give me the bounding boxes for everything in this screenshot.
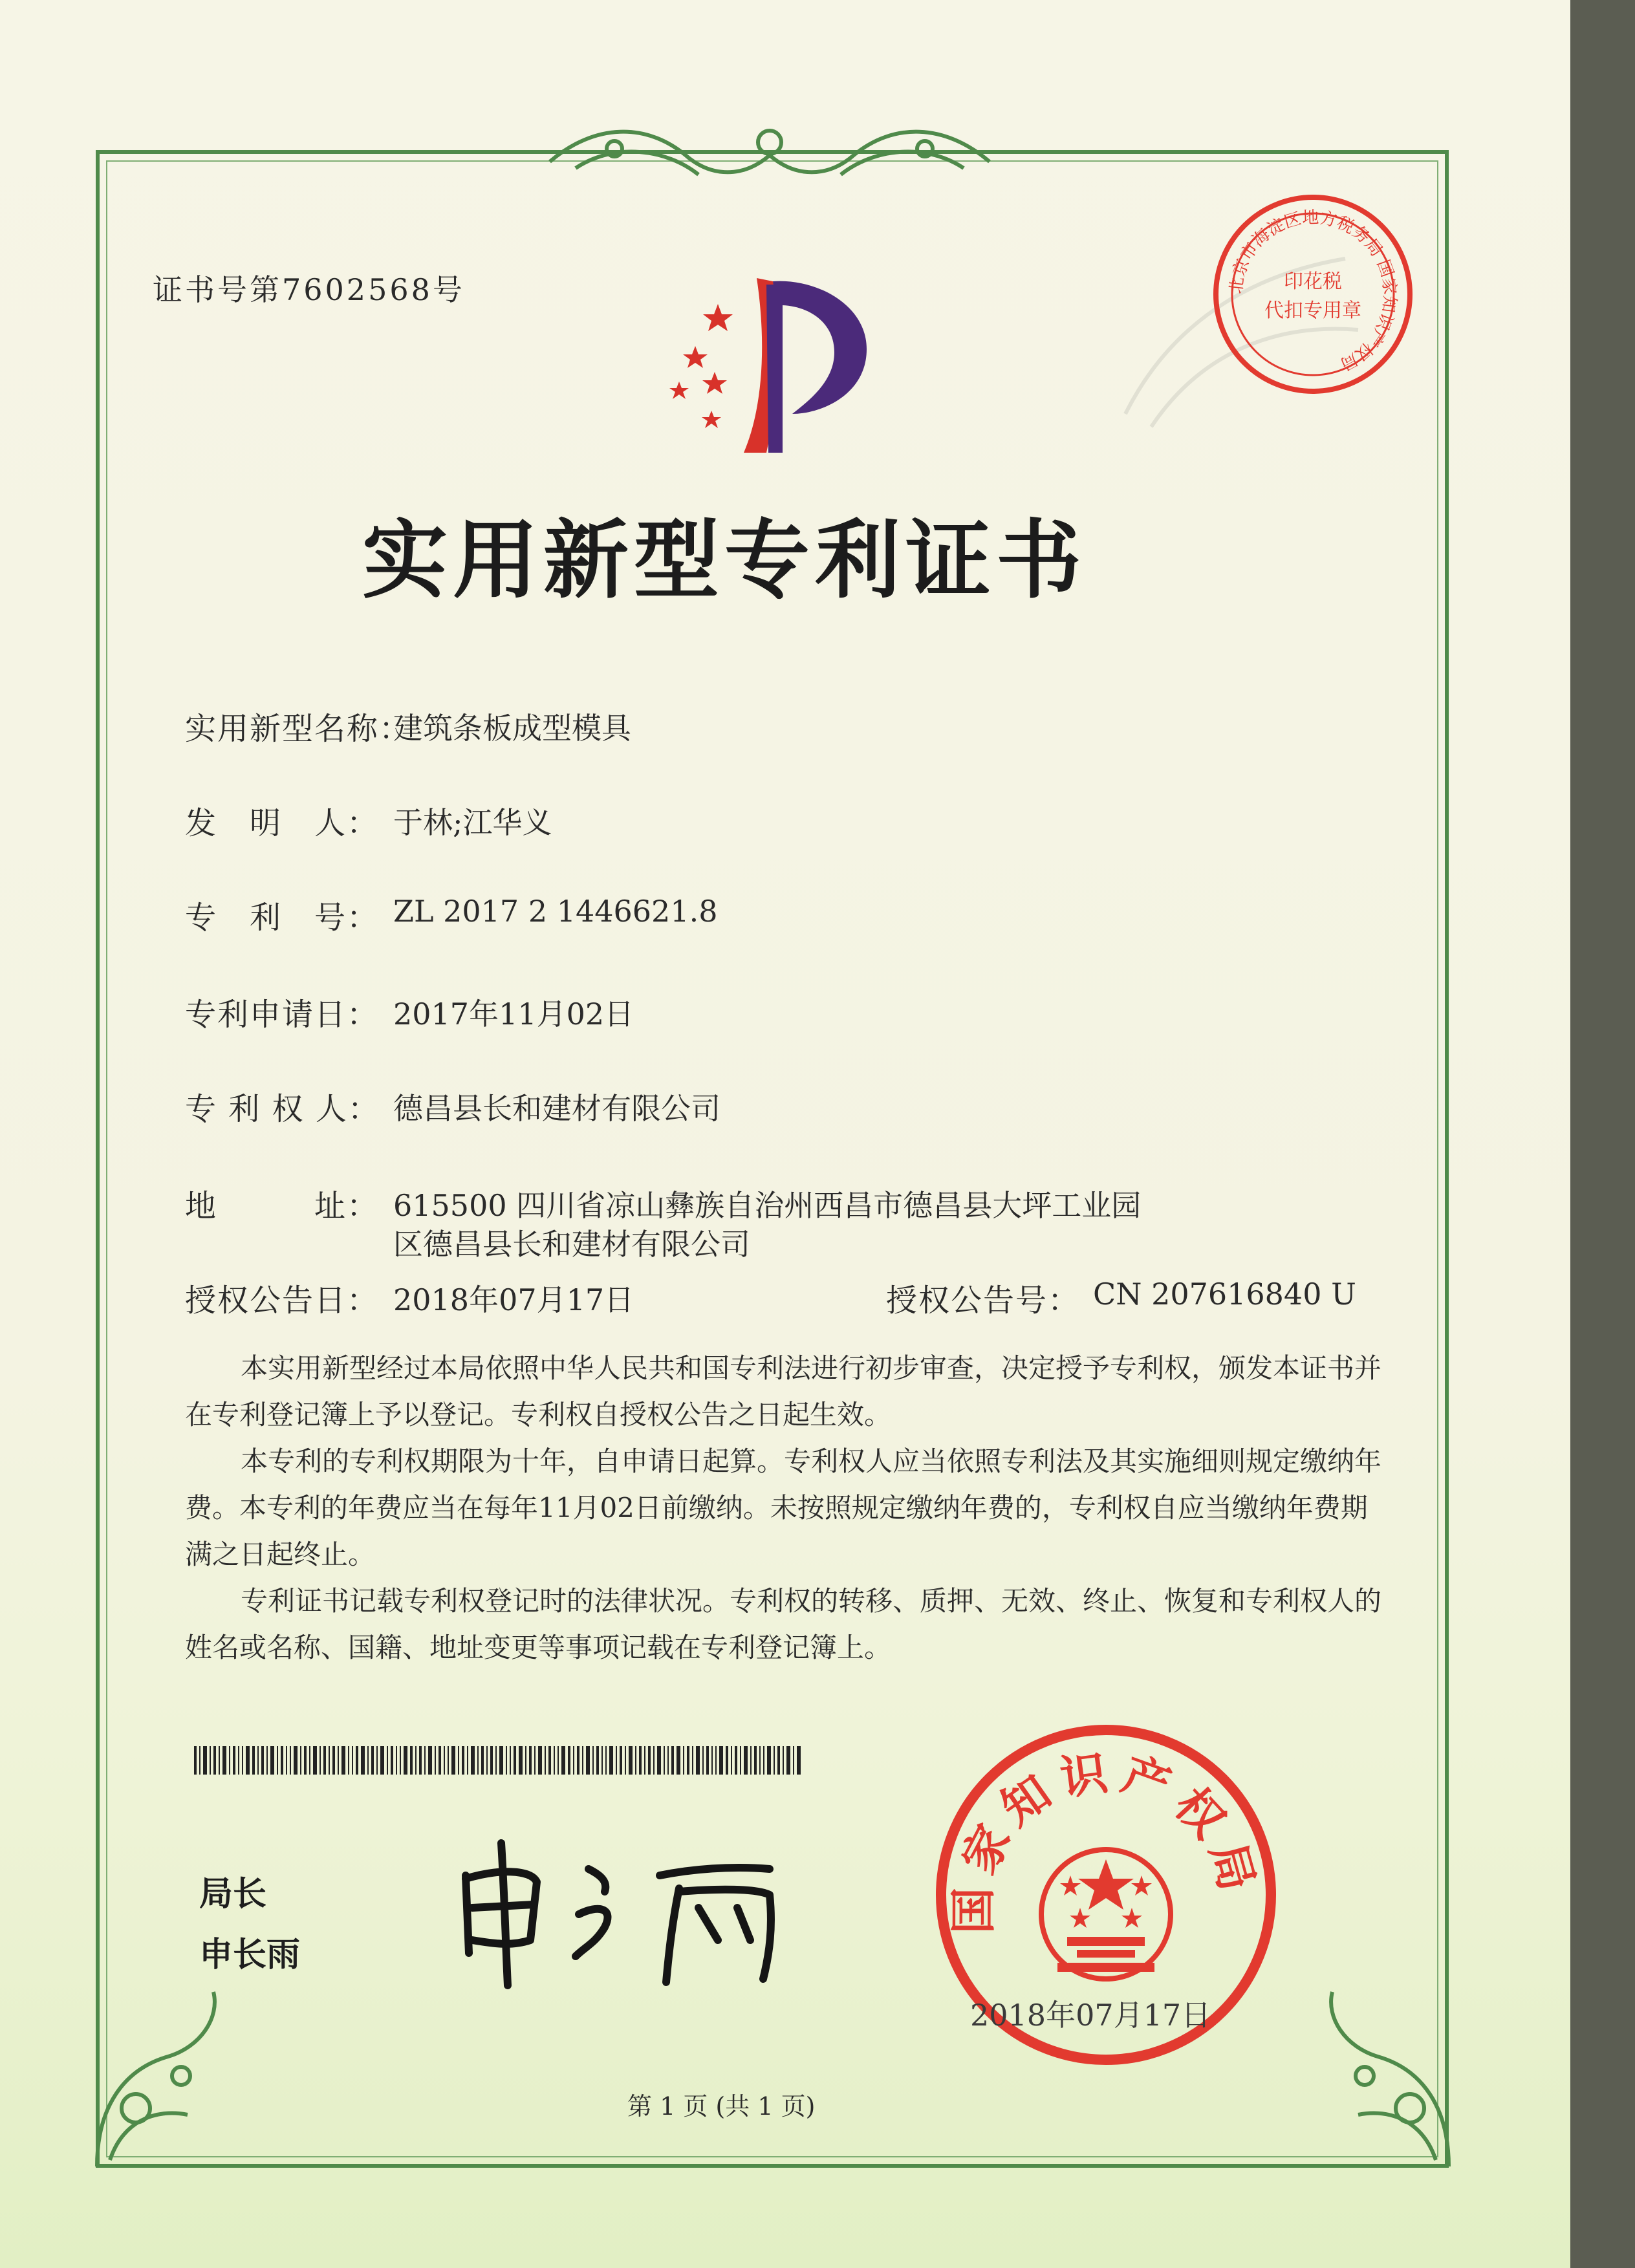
director-title: 局长: [199, 1875, 267, 1914]
address-label: 地 址：: [185, 1188, 380, 1224]
grant-date-value: 2018年07月17日: [393, 1282, 634, 1317]
certificate-title: 实用新型专利证书: [362, 510, 1087, 610]
grant-date-label: 授权公告日：: [185, 1282, 380, 1319]
name-label: 实用新型名称：: [185, 711, 412, 747]
tax-stamp-line1: 印花税: [1284, 270, 1342, 293]
certificate-number: 证书号第7602568号: [153, 272, 465, 307]
address-line-2: 区德昌县长和建材有限公司: [393, 1227, 750, 1262]
director-name: 申长雨: [199, 1936, 301, 1974]
filing-date-label: 专利申请日：: [185, 997, 380, 1033]
patent-holder-label: 专 利 权 人：: [185, 1091, 380, 1127]
grant-number-label: 授权公告号：: [886, 1282, 1081, 1319]
address-line-1: 615500 四川省凉山彝族自治州西昌市德昌县大坪工业园: [393, 1188, 1142, 1223]
tax-stamp: [1203, 184, 1423, 404]
seal-text: 国家知识产权局: [946, 1744, 1268, 1934]
patent-holder-value: 德昌县长和建材有限公司: [393, 1091, 720, 1126]
page-indicator: 第 1 页 (共 1 页): [627, 2092, 816, 2121]
name-value: 建筑条板成型模具: [393, 711, 631, 746]
body-paragraph-1: 本实用新型经过本局依照中华人民共和国专利法进行初步审查，决定授予专利权，颁发本证书并在专利登记簿上予以登记。专利权自授权公告之日起生效。: [185, 1352, 1382, 1431]
seal-date: 2018年07月17日: [970, 1998, 1211, 2033]
handwritten-signature: [446, 1830, 808, 1998]
barcode: [194, 1746, 802, 1775]
top-ornament: [537, 116, 1002, 200]
tax-stamp-ring-text: 北京市海淀区地方税务局 国家知识产权局: [1226, 208, 1400, 374]
body-paragraph-2: 本专利的专利权期限为十年，自申请日起算。专利权人应当依照专利法及其实施细则规定缴纳年费。本专利的年费应当在每年11月02日前缴纳。未按照规定缴纳年费的，专利权自应当缴纳年费期满之日起终止。: [185, 1445, 1382, 1570]
inventor-label: 发 明 人：: [185, 805, 380, 841]
patent-office-logo: [653, 265, 905, 459]
bottom-left-ornament: [84, 1979, 239, 2173]
tax-stamp-line2: 代扣专用章: [1264, 299, 1361, 322]
body-paragraph-3: 专利证书记载专利权登记时的法律状况。专利权的转移、质押、无效、终止、恢复和专利权人的姓名或名称、国籍、地址变更等事项记载在专利登记簿上。: [185, 1585, 1382, 1663]
grant-number-value: CN 207616840 U: [1093, 1277, 1356, 1312]
inventor-value: 于林;江华义: [393, 805, 552, 840]
filing-date-value: 2017年11月02日: [393, 997, 634, 1031]
patent-number-value: ZL 2017 2 1446621.8: [393, 894, 718, 929]
bottom-right-ornament: [1306, 1979, 1462, 2173]
patent-number-label: 专 利 号：: [185, 900, 380, 936]
